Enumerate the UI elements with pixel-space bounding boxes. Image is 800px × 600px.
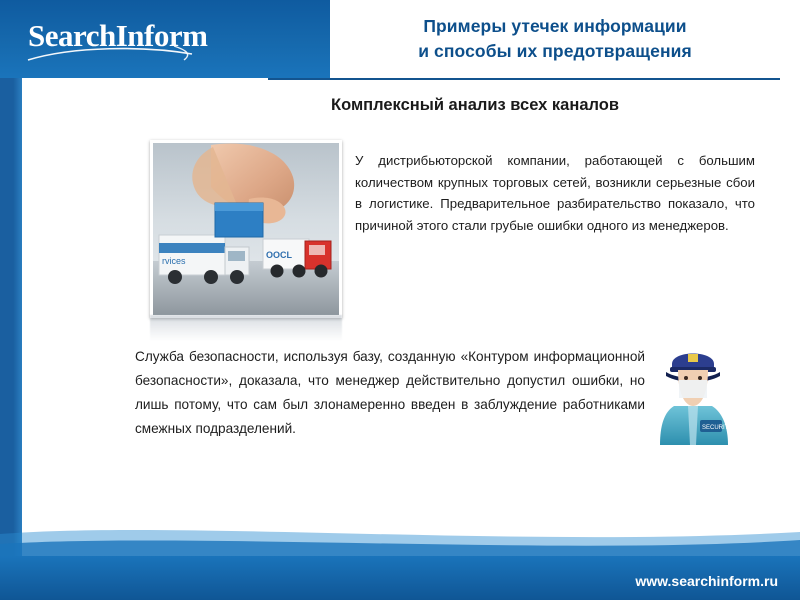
case-paragraph-1: У дистрибьюторской компании, работающей с большим количеством крупных торговых сетей, возникли серьезные сбои в логистике. Предварительное разбирательство показало, что причиной этого стали грубые ошибки одного из менеджеров. xyxy=(355,153,755,233)
logo-panel xyxy=(0,0,330,78)
page-title xyxy=(330,14,780,64)
footer-bar xyxy=(0,556,800,600)
brand-logo-part2: Inform xyxy=(115,18,208,53)
photo-reflection xyxy=(150,315,342,341)
case-photo xyxy=(150,140,342,318)
brand-logo-part1: Search xyxy=(28,18,116,53)
svg-text:rvices: rvices xyxy=(162,256,186,266)
brand-logo xyxy=(28,18,207,54)
page-title-line1: Примеры утечек информации xyxy=(423,16,687,36)
slide-subtitle: Комплексный анализ всех каналов xyxy=(331,96,619,114)
svg-text:SECURITY: SECURITY xyxy=(702,425,733,431)
footer-url[interactable]: www.searchinform.ru xyxy=(635,573,778,589)
svg-text:OOCL: OOCL xyxy=(266,250,292,260)
footer-curve-decoration xyxy=(0,526,800,556)
case-paragraph-2: Служба безопасности, используя базу, созданную «Контуром информационной безопасности», доказала, что менеджер действительно допустил ошибки, но лишь потому, что сам был злонамеренно введен в заблуждение работниками смежных подразделений. xyxy=(135,349,645,436)
title-divider xyxy=(268,78,780,80)
page-title-line2: и способы их предотвращения xyxy=(418,41,692,61)
security-guard-icon xyxy=(652,340,742,445)
left-accent-band xyxy=(0,0,22,600)
